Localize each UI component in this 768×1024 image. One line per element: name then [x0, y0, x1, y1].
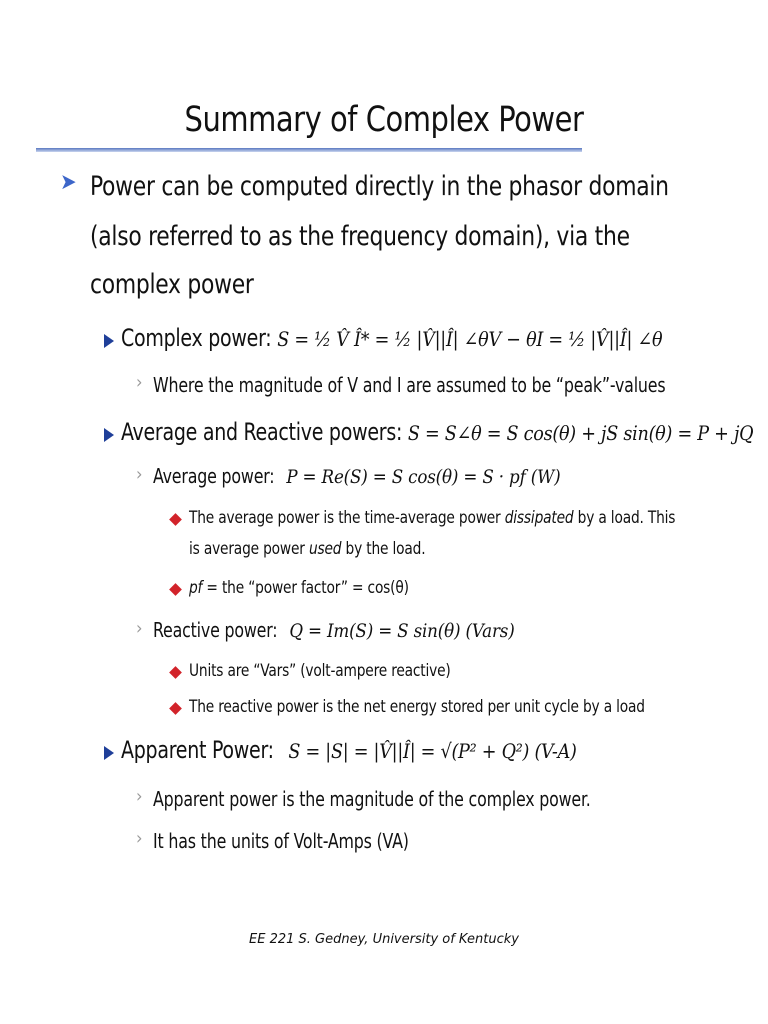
- triangle-bullet-icon: [104, 428, 114, 442]
- apparent-power-row: [121, 736, 577, 764]
- reactive-power-label: Reactive power:: [153, 618, 278, 642]
- apparent-note-2: It has the units of Volt-Amps (VA): [153, 829, 409, 853]
- chevron-bullet-icon: ›: [136, 828, 143, 849]
- chevron-bullet-icon: ›: [136, 618, 143, 639]
- text-italic: used: [308, 539, 342, 559]
- intro-line-3: complex power: [90, 269, 254, 300]
- avg-react-label: Average and Reactive powers:: [121, 418, 403, 446]
- apparent-power-label: Apparent Power:: [121, 736, 274, 764]
- chevron-bullet-icon: ›: [136, 464, 143, 485]
- slide-title: Summary of Complex Power: [184, 100, 584, 140]
- text-italic: pf: [189, 578, 203, 598]
- text: is average power: [189, 539, 305, 559]
- complex-power-row: [121, 324, 662, 352]
- apparent-power-formula: S = |S| = |V̂||Î| = √(P² + Q²) (V-A): [288, 739, 577, 763]
- title-underline: [36, 148, 582, 152]
- apparent-note-1: Apparent power is the magnitude of the complex power.: [153, 787, 591, 811]
- intro-line-1: Power can be computed directly in the phasor domain: [90, 171, 669, 202]
- text: = the “power factor” = cos(θ): [206, 578, 409, 598]
- diamond-bullet-icon: [169, 702, 182, 715]
- intro-line-2: (also referred to as the frequency domain), via the: [90, 221, 630, 252]
- average-power-formula: P = Re(S) = S cos(θ) = S · pf (W): [286, 466, 561, 488]
- text: by the load.: [345, 539, 426, 559]
- text: The average power is the time-average power: [189, 508, 501, 528]
- chevron-bullet-icon: ›: [136, 372, 143, 393]
- complex-power-formula: S = ½ V̂ Î* = ½ |V̂||Î| ∠θV − θI = ½ |V̂||Î| ∠θ: [277, 327, 663, 351]
- diamond-bullet-icon: [169, 583, 182, 596]
- power-factor-note: [189, 578, 409, 598]
- text: by a load. This: [577, 508, 676, 528]
- magnitude-note: Where the magnitude of V and I are assumed to be “peak”-values: [153, 373, 666, 397]
- complex-power-label: Complex power:: [121, 324, 272, 352]
- diamond-bullet-icon: [169, 666, 182, 679]
- footer-credit: EE 221 S. Gedney, University of Kentucky: [249, 932, 519, 947]
- reactive-power-formula: Q = Im(S) = S sin(θ) (Vars): [289, 620, 515, 642]
- reactive-energy-note: The reactive power is the net energy stored per unit cycle by a load: [189, 697, 645, 717]
- chevron-bullet-icon: ➤: [60, 170, 77, 195]
- avg-react-formula: S = S∠θ = S cos(θ) + jS sin(θ) = P + jQ: [407, 421, 754, 445]
- average-note-line-1: [189, 508, 675, 528]
- chevron-bullet-icon: ›: [136, 786, 143, 807]
- vars-note: Units are “Vars” (volt-ampere reactive): [189, 661, 451, 681]
- triangle-bullet-icon: [104, 746, 114, 760]
- average-note-line-2: [189, 539, 425, 559]
- average-power-row: [153, 464, 560, 488]
- avg-react-row: [121, 418, 753, 446]
- text-italic: dissipated: [504, 508, 574, 528]
- diamond-bullet-icon: [169, 513, 182, 526]
- reactive-power-row: [153, 618, 515, 642]
- triangle-bullet-icon: [104, 334, 114, 348]
- average-power-label: Average power:: [153, 464, 275, 488]
